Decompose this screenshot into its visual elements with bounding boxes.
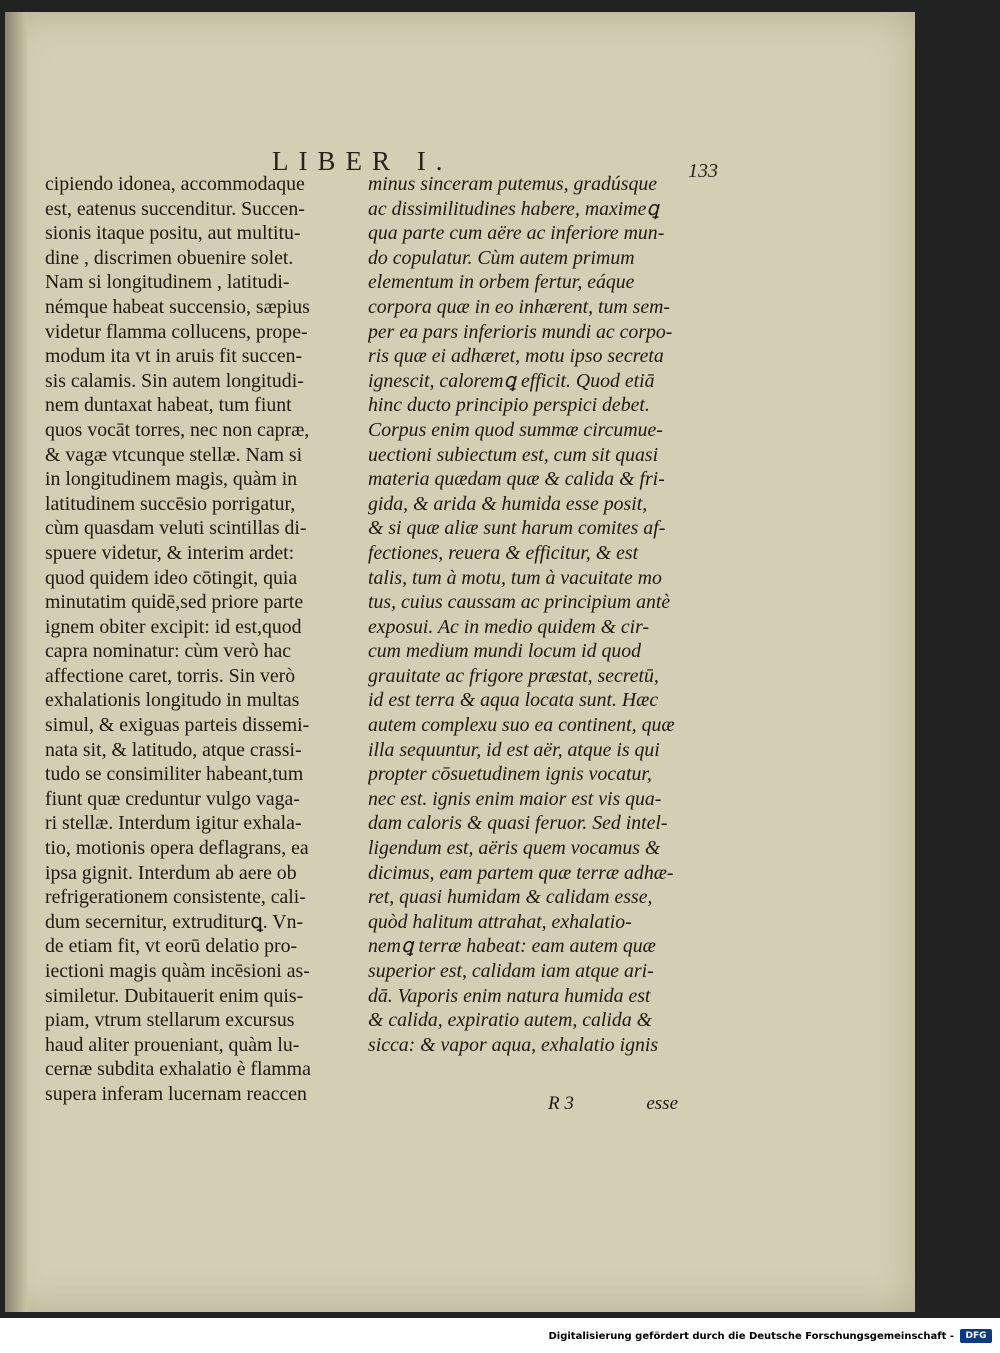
text-line: de etiam fit, vt eorū delatio pro- bbox=[45, 935, 298, 958]
text-line: talis, tum à motu, tum à vacuitate mo bbox=[368, 566, 662, 589]
text-line: nem duntaxat habeat, tum fiunt bbox=[45, 394, 292, 417]
text-line: & si quæ aliæ sunt harum comites af- bbox=[368, 517, 666, 540]
text-line: gida, & arida & humida esse posit, bbox=[368, 492, 648, 515]
folio-number: 133 bbox=[688, 160, 718, 182]
text-line: modum ita vt in aruis fit succen- bbox=[45, 345, 303, 368]
text-line: dicimus, eam partem quæ terræ adhæ- bbox=[368, 861, 674, 884]
text-line: dā. Vaporis enim natura humida est bbox=[368, 984, 651, 1007]
text-line: refrigerationem consistente, cali- bbox=[45, 886, 306, 909]
text-line: ri stellæ. Interdum igitur exhala- bbox=[45, 812, 302, 835]
text-line: propter cōsuetudinem ignis vocatur, bbox=[368, 763, 652, 786]
text-line: cipiendo idonea, accommodaque bbox=[45, 173, 305, 195]
text-line: autem complexu suo ea continent, quæ bbox=[368, 714, 675, 737]
text-line: sis calamis. Sin autem longitudi- bbox=[45, 369, 304, 392]
text-line: corpora quæ in eo inhærent, tum sem- bbox=[368, 295, 671, 318]
text-line: illa sequuntur, id est aër, atque is qui bbox=[368, 738, 660, 761]
text-line: tudo se consimiliter habeant,tum bbox=[45, 763, 304, 786]
text-line: supera inferam lucernam reaccen bbox=[45, 1082, 307, 1105]
text-line: sionis itaque positu, aut multitu- bbox=[45, 222, 301, 245]
text-line: & calida, expiratio autem, calida & bbox=[368, 1009, 653, 1032]
text-line: grauitate ac frigore præstat, secretū, bbox=[368, 664, 659, 687]
text-line: simul, & exiguas parteis dissemi- bbox=[45, 714, 310, 737]
text-line: exposui. Ac in medio quidem & cir- bbox=[368, 615, 650, 638]
text-line: do copulatur. Cùm autem primum bbox=[368, 246, 635, 269]
text-line: capra nominatur: cùm verò hac bbox=[45, 640, 292, 663]
text-line: exhalationis longitudo in multas bbox=[45, 689, 300, 712]
text-line: ret, quasi humidam & calidam esse, bbox=[368, 886, 653, 909]
text-line: fiunt quæ creduntur vulgo vaga- bbox=[45, 787, 300, 810]
text-line: videtur flamma collucens, prope- bbox=[45, 320, 308, 343]
funding-credit: Digitalisierung gefördert durch die Deutsche Forschungsgemeinschaft - bbox=[548, 1331, 954, 1342]
text-line: qua parte cum aëre ac inferiore mun- bbox=[368, 222, 665, 245]
text-line: Nam si longitudinem , latitudi- bbox=[45, 271, 290, 294]
text-line: elementum in orbem fertur, eáque bbox=[368, 271, 635, 294]
text-line: quòd halitum attrahat, exhalatio- bbox=[368, 910, 632, 933]
text-line: ipsa gignit. Interdum ab aere ob bbox=[45, 861, 297, 884]
text-line: némque habeat succensio, sæpius bbox=[45, 295, 310, 318]
text-line: ris quæ ei adhæret, motu ipso secreta bbox=[368, 345, 664, 368]
text-line: minus sinceram putemus, gradúsque bbox=[368, 173, 658, 195]
footer-bar bbox=[0, 1318, 1000, 1353]
text-line: affectione caret, torris. Sin verò bbox=[45, 664, 296, 687]
text-line: tio, motionis opera deflagrans, ea bbox=[45, 837, 309, 860]
text-line: latitudinem succēsio porrigatur, bbox=[45, 492, 296, 515]
text-line: ignem obiter excipit: id est,quod bbox=[45, 615, 302, 638]
text-line: minutatim quidē,sed priore parte bbox=[45, 591, 304, 614]
text-line: tus, cuius caussam ac principium antè bbox=[368, 591, 671, 614]
text-line: cum medium mundi locum id quod bbox=[368, 640, 642, 663]
text-line: spuere videtur, & interim ardet: bbox=[45, 541, 295, 564]
text-line: cernæ subdita exhalatio è flamma bbox=[45, 1058, 311, 1081]
text-line: haud aliter proueniant, quàm lu- bbox=[45, 1033, 300, 1056]
text-line: in longitudinem magis, quàm in bbox=[45, 468, 298, 491]
text-line: dum secernitur, extruditurꝗ. Vn- bbox=[45, 910, 304, 933]
text-line: nemꝗ terræ habeat: eam autem quæ bbox=[368, 935, 656, 958]
catchword: esse bbox=[646, 1093, 678, 1114]
text-line: nec est. ignis enim maior est vis qua- bbox=[368, 787, 662, 810]
catchword-line bbox=[548, 1093, 678, 1115]
text-line: dam caloris & quasi feruor. Sed intel- bbox=[368, 812, 668, 835]
dfg-logo-icon: DFG bbox=[960, 1329, 992, 1343]
text-line: sicca: & vapor aqua, exhalatio ignis bbox=[368, 1033, 659, 1056]
text-line: uectioni subiectum est, cum sit quasi bbox=[368, 443, 659, 466]
text-line: hinc ducto principio perspici debet. bbox=[368, 394, 650, 417]
text-line: & vagæ vtcunque stellæ. Nam si bbox=[45, 443, 303, 466]
text-line: ignescit, caloremꝗ efficit. Quod etiā bbox=[368, 369, 655, 392]
text-line: id est terra & aqua locata sunt. Hæc bbox=[368, 689, 659, 712]
text-line: est, eatenus succenditur. Succen- bbox=[45, 197, 305, 220]
text-line: superior est, calidam iam atque ari- bbox=[368, 960, 654, 982]
running-header: LIBER I. bbox=[272, 146, 453, 176]
text-line: quod quidem ideo cōtingit, quia bbox=[45, 566, 298, 589]
text-line: materia quædam quæ & calida & fri- bbox=[368, 468, 665, 491]
text-line: similetur. Dubitauerit enim quis- bbox=[45, 984, 304, 1007]
text-line: nata sit, & latitudo, atque crassi- bbox=[45, 738, 302, 761]
signature-mark: R 3 bbox=[548, 1093, 574, 1114]
text-line: fectiones, reuera & efficitur, & est bbox=[368, 541, 639, 564]
text-line: quos vocāt torres, nec non capræ, bbox=[45, 418, 310, 441]
text-line: ligendum est, aëris quem vocamus & bbox=[368, 837, 661, 860]
text-line: Corpus enim quod summæ circumue- bbox=[368, 418, 663, 441]
text-line: piam, vtrum stellarum excursus bbox=[45, 1009, 295, 1032]
page-gutter-shadow bbox=[5, 12, 27, 1312]
text-line: cùm quasdam veluti scintillas di- bbox=[45, 517, 307, 540]
text-line: per ea pars inferioris mundi ac corpo- bbox=[368, 320, 673, 343]
text-line: iectioni magis quàm incēsioni as- bbox=[45, 960, 310, 982]
text-line: dine , discrimen obuenire solet. bbox=[45, 246, 294, 269]
left-text-column bbox=[45, 172, 355, 1107]
right-text-column bbox=[368, 172, 688, 1057]
text-line: ac dissimilitudines habere, maximeꝗ bbox=[368, 197, 659, 220]
